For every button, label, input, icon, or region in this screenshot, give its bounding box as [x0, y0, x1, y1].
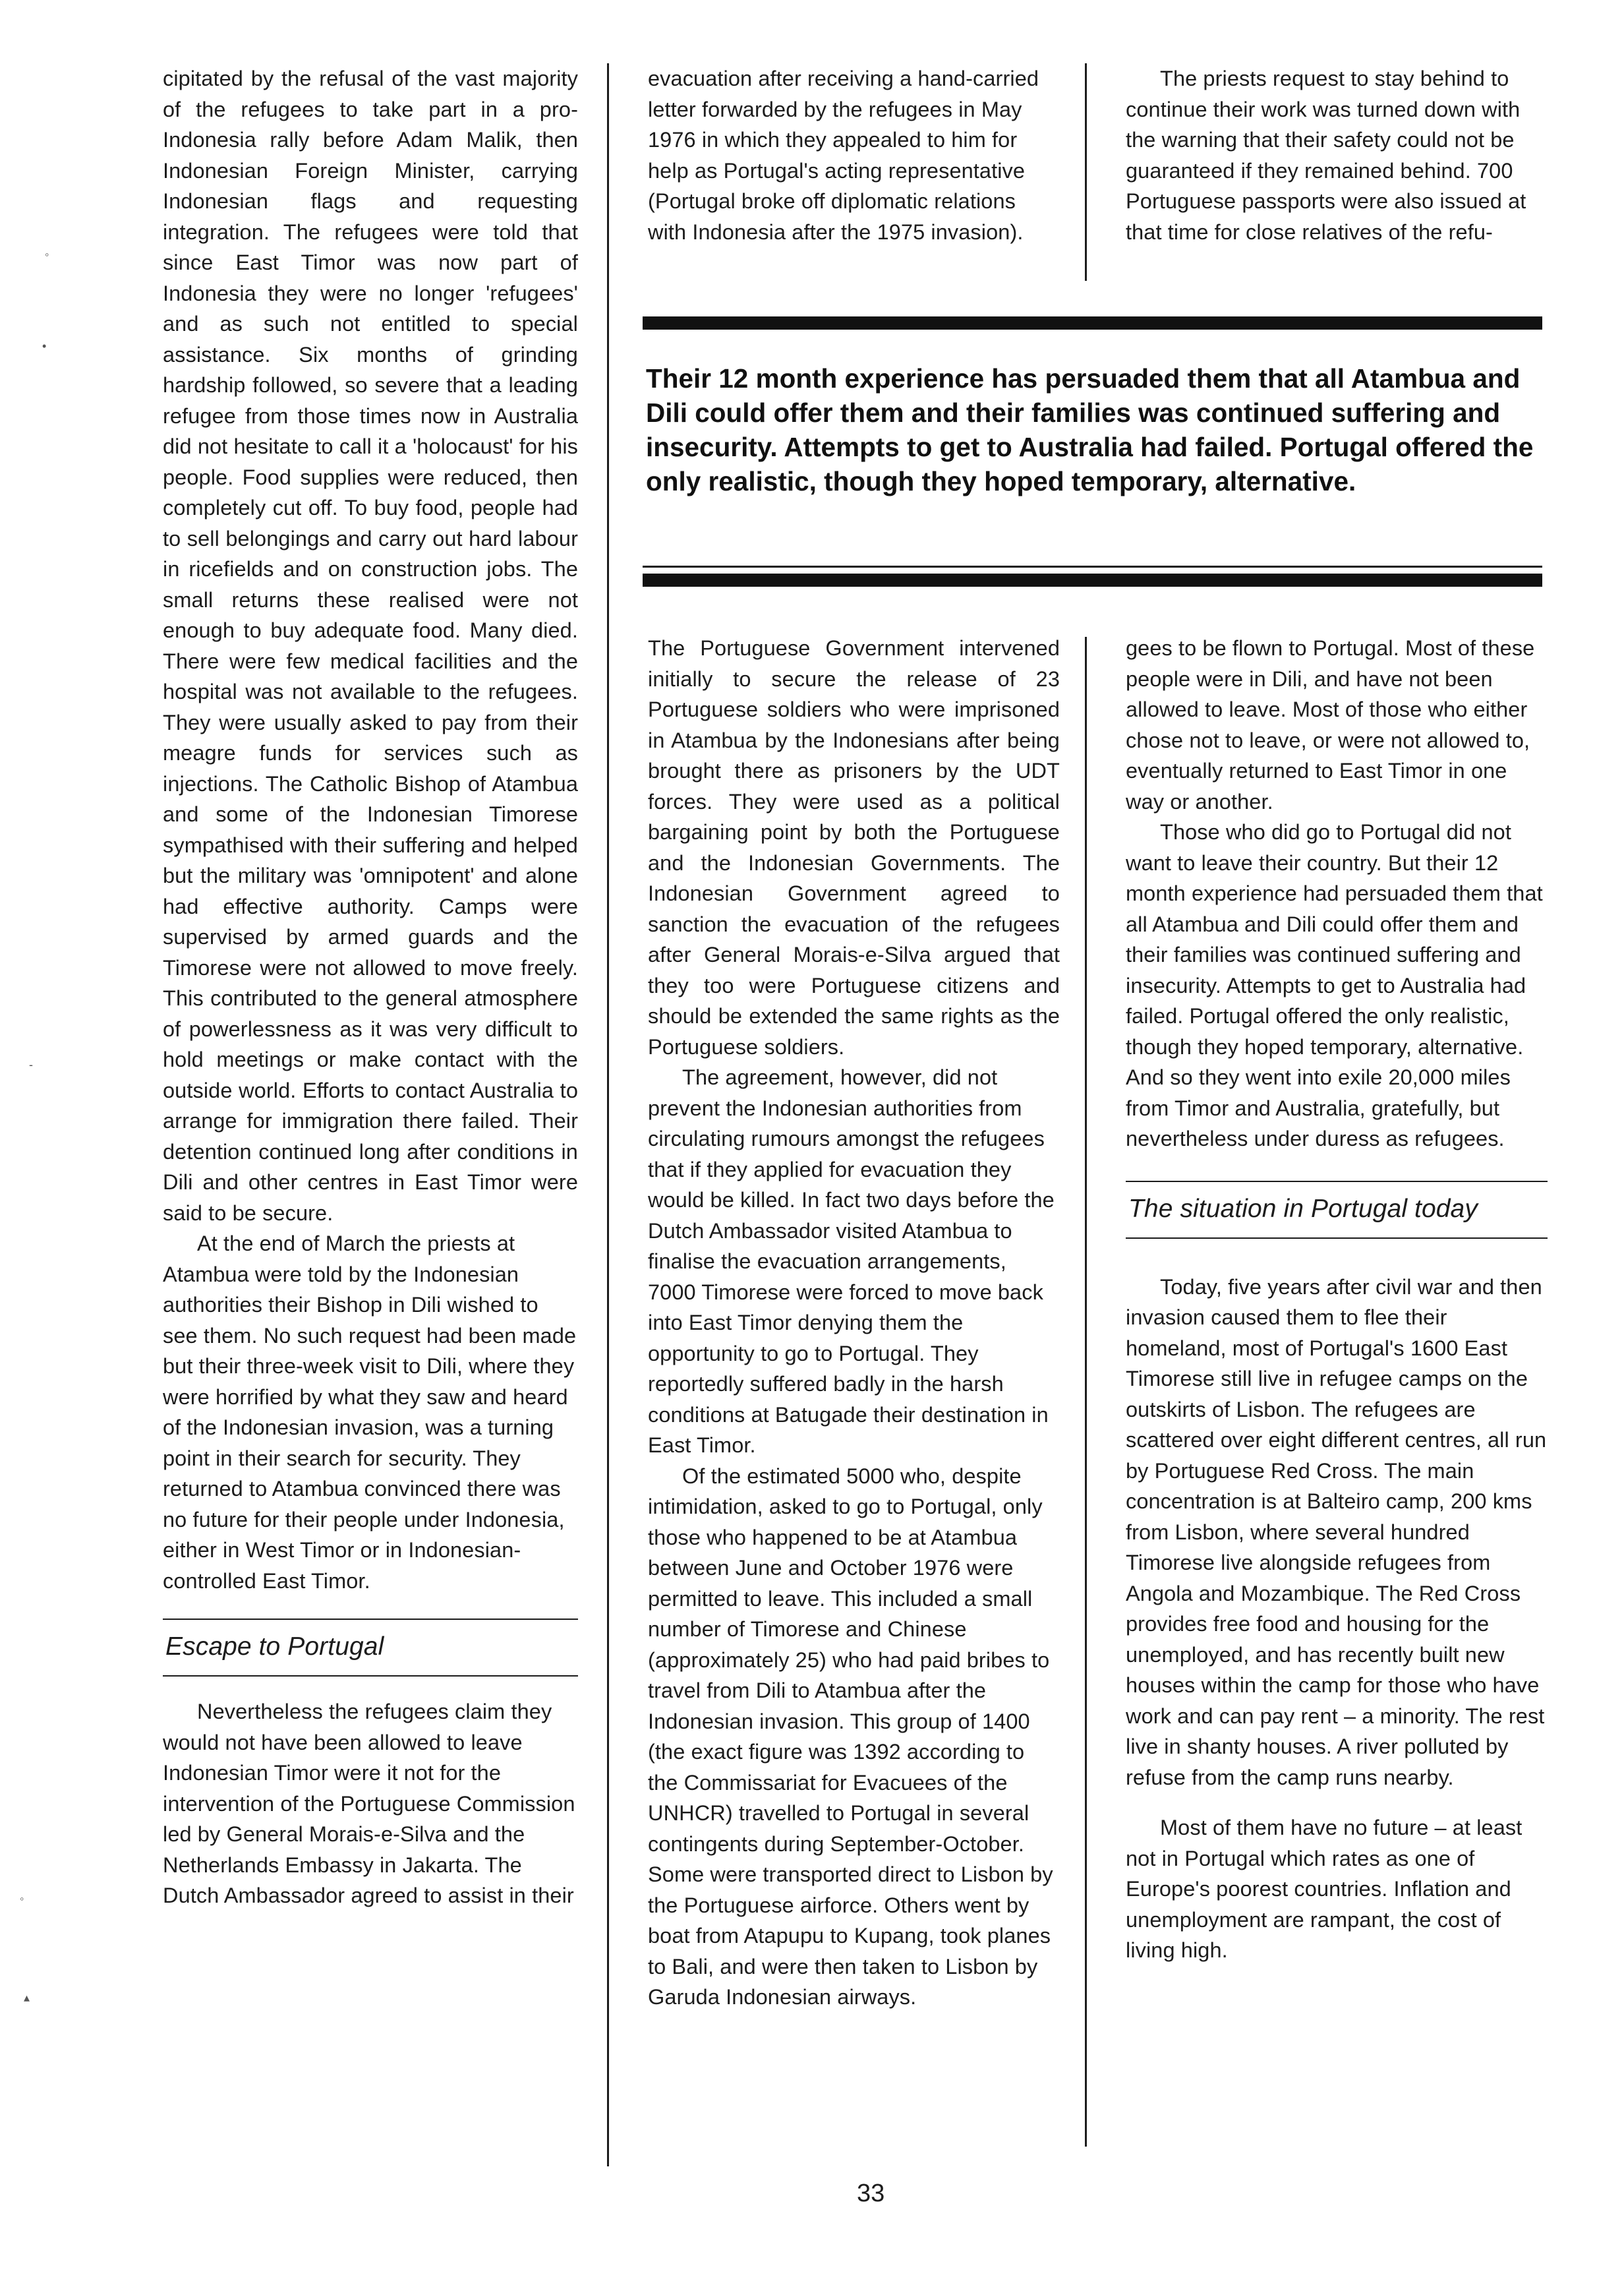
column-rule-right-bottom [1085, 637, 1087, 2147]
column-rule-left [607, 63, 609, 2166]
column-3-paragraph-2: Those who did go to Portugal did not want to leave their country. But their 12 month experience had persuaded them that all Atambua and Dili could offer them and their families was continued suffering and insecurity. Attempts to get to Australia had failed. Portugal offered the only realistic, though they hoped temporary, alternative. And so they went into exile 20,000 miles from Timor and Australia, gratefully, but nevertheless under duress as refugees. [1126, 820, 1543, 1150]
column-1 [163, 63, 578, 1911]
pull-quote-bar-top [643, 316, 1542, 330]
scan-mark: ◦ [45, 248, 49, 261]
subheading-situation-in-portugal: The situation in Portugal today [1128, 1194, 1478, 1223]
page-number: 33 [857, 2180, 885, 2207]
column-rule-right-top [1085, 63, 1087, 281]
column-1-paragraph-2: At the end of March the priests at Atambua were told by the Indonesian authorities their Bishop in Dili wished to see them. No such request had been made but their three-week visit to Dili, where they were horrified by what they saw and heard of the Indonesian invasion, was a turning point in their search for security. They returned to Atambua convinced there was no future for their people under Indonesia, either in West Timor or in Indonesian-controlled East Timor. [163, 1232, 577, 1593]
pull-quote-rule-bottom [643, 566, 1542, 568]
column-2-paragraph-3: Of the estimated 5000 who, despite intimidation, asked to go to Portugal, only those who happened to be at Atambua between June and October 1976 were permitted to leave. This included a small number of Timorese and Chinese (approximately 25) who had paid bribes to travel from Dili to Atambua after the Indonesian invasion. This group of 1400 (the exact figure was 1392 according to the Commissariat for Evacuees of the UNHCR) travelled to Portugal in several contingents during September-October. Some were transported direct to Lisbon by the Portuguese airforce. Others went by boat from Atapupu to Kupang, took planes to Bali, and were then taken to Lisbon by Garuda Indonesian airways. [648, 1464, 1053, 2009]
scan-mark: - [29, 1058, 33, 1071]
scan-mark: ▴ [24, 1991, 30, 2004]
column-1-paragraph-1: cipitated by the refusal of the vast majority of the refugees to take part in a pro-Indonesia rally before Adam Malik, then Indonesian Foreign Minister, carrying Indonesian flags and requesting integration. The refugees were told that since East Timor was now part of Indonesia they were no longer 'refugees' and as such not entitled to special assistance. Six months of grinding hardship followed, so severe that a leading refugee from those times now in Australia did not hesitate to call it a 'holocaust' for his people. Food supplies were reduced, then completely cut off. To buy food, people had to sell belongings and carry out hard labour in ricefields and on construction jobs. The small returns these realised were not enough to buy adequate food. Many died. There were few medical facilities and the hospital was not available to the refugees. They were usually asked to pay from their meagre funds for services such as injections. The Catholic Bishop of Atambua and some of the Indonesian Timorese sympathised with their suffering and helped but the military was 'omnipotent' and alone had effective authority. Camps were supervised by armed guards and the Timorese were not allowed to move freely. This contributed to the general atmosphere of powerlessness as it was very difficult to hold meetings or make contact with the outside world. Efforts to contact Australia to arrange for immigration there failed. Their detention continued long after conditions in Dili and other centres in East Timor were said to be secure. [163, 67, 578, 1225]
column-2 [648, 633, 1060, 2013]
column-3-paragraph-3: Today, five years after civil war and then invasion caused them to flee their homeland, most of Portugal's 1600 East Timorese still live in refugee camps on the outskirts of Lisbon. The refugees are scattered over eight different centres, all run by Portuguese Red Cross. The main concentration is at Balteiro camp, 200 kms from Lisbon, where several hundred Timorese live alongside refugees from Angola and Mozambique. The Red Cross provides free food and housing for the unemployed, and has recently built new houses within the camp for those who have work and can pay rent – a minority. The rest live in shanty houses. A river polluted by refuse from the camp runs nearby. [1126, 1274, 1547, 1789]
column-3-paragraph-4: Most of them have no future – at least not in Portugal which rates as one of Europe's poorest countries. Inflation and unemployment are rampant, the cost of living high. [1126, 1816, 1522, 1962]
column-3 [1126, 633, 1548, 1966]
column-3-top [1126, 63, 1548, 247]
pull-quote: Their 12 month experience has persuaded them that all Atambua and Dili could offer them and their families was continued suffering and insecurity. Attempts to get to Australia had failed. Portugal offered the only realistic, though they hoped temporary, alternative. [646, 363, 1534, 496]
column-3-top-paragraph: The priests request to stay behind to continue their work was turned down with the warning that their safety could not be guaranteed if they remained behind. 700 Portuguese passports were also issued at that time for close relatives of the refu- [1126, 67, 1526, 244]
column-2-top-paragraph: evacuation after receiving a hand-carried letter forwarded by the refugees in May 1976 in which they appealed to him for help as Portugal's acting representative (Portugal broke off diplomatic relations with Indonesia after the 1975 invasion). [648, 67, 1039, 244]
column-2-paragraph-1: The Portuguese Government intervened initially to secure the release of 23 Portuguese soldiers who were imprisoned in Atambua by the Indonesians after being brought there as prisoners by the UDT forces. They were used as a political bargaining point by both the Portuguese and the Indonesian Governments. The Indonesian Government agreed to sanction the evacuation of the refugees after General Morais-e-Silva argued that they too were Portuguese citizens and should be extended the same rights as the Portuguese soldiers. [648, 636, 1060, 1059]
column-2-paragraph-2: The agreement, however, did not prevent the Indonesian authorities from circulating rumours amongst the refugees that if they applied for evacuation they would be killed. In fact two days before the Dutch Ambassador visited Atambua to finalise the evacuation arrangements, 7000 Timorese were forced to move back into East Timor denying them the opportunity to go to Portugal. They reportedly suffered badly in the harsh conditions at Batugade their destination in East Timor. [648, 1065, 1055, 1457]
column-1-paragraph-3: Nevertheless the refugees claim they would not have been allowed to leave Indonesian Timor were it not for the intervention of the Portuguese Commission led by General Morais-e-Silva and the Netherlands Embassy in Jakarta. The Dutch Ambassador agreed to assist in their [163, 1700, 575, 1907]
pull-quote-bar-bottom [643, 574, 1542, 587]
scan-mark: ◦ [20, 1892, 24, 1905]
scan-mark: • [42, 340, 47, 353]
column-2-top [648, 63, 1057, 247]
subheading-escape-to-portugal: Escape to Portugal [165, 1632, 384, 1661]
column-3-paragraph-1: gees to be flown to Portugal. Most of these people were in Dili, and have not been allowed to leave. Most of those who either chose not to leave, or were not allowed to, eventually returned to East Timor in one way or another. [1126, 636, 1535, 814]
